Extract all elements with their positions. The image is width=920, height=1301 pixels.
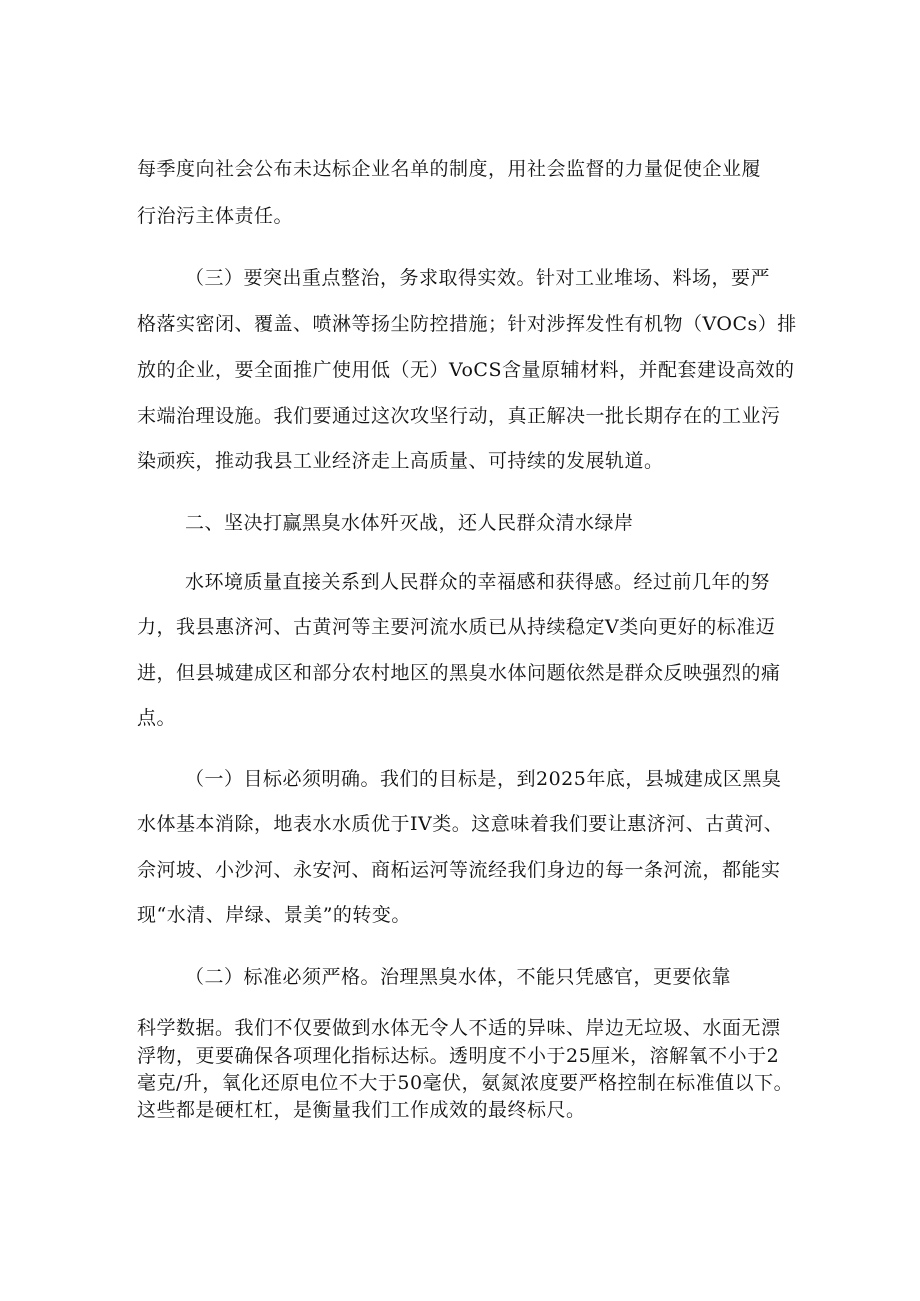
paragraph-section-3 (0, 266, 920, 290)
paragraph-line-row (0, 812, 920, 836)
paragraph-line: 行治污主体责任。 (137, 205, 294, 227)
paragraph-line-row (0, 661, 920, 685)
paragraph-body-1-cont (0, 204, 920, 228)
paragraph-line: 末端治理设施。我们要通过这次攻坚行动，真正解决一批长期存在的工业污 (137, 405, 781, 427)
section-heading-2 (0, 511, 920, 535)
paragraph-line: 染顽疾，推动我县工业经济走上高质量、可持续的发展轨道。 (137, 450, 664, 472)
paragraph-line: 水环境质量直接关系到人民群众的幸福感和获得感。经过前几年的努 (185, 571, 771, 593)
paragraph-line-row (0, 615, 920, 639)
paragraph-line-row (0, 449, 920, 473)
paragraph-line-row (0, 1071, 920, 1095)
paragraph-line: （二）标准必须严格。治理黑臭水体，不能只凭感官，更要依靠 (185, 966, 732, 988)
paragraph-line: 放的企业，要全面推广使用低（无）VoCS含量原辅材料，并配套建设高效的 (137, 359, 795, 381)
paragraph-line: 科学数据。我们不仅要做到水体无令人不适的异味、岸边无垃圾、水面无漂 (137, 1017, 781, 1039)
paragraph-science-data (0, 1016, 920, 1040)
paragraph-line-row (0, 858, 920, 882)
paragraph-line: 毫克/升，氧化还原电位不大于50毫伏，氨氮浓度要严格控制在标准值以下。 (137, 1072, 794, 1094)
paragraph-line: 浮物，更要确保各项理化指标达标。透明度不小于25厘米，溶解氧不小于2 (137, 1045, 780, 1067)
paragraph-line-row (0, 312, 920, 336)
paragraph-line: 格落实密闭、覆盖、喷淋等扬尘防控措施；针对涉挥发性有机物（VOCs）排 (137, 313, 797, 335)
paragraph-line-row (0, 903, 920, 927)
paragraph-line: （一）目标必须明确。我们的目标是，到2025年底，县城建成区黑臭 (185, 768, 782, 790)
paragraph-line: 现“水清、岸绿、景美”的转变。 (137, 904, 411, 926)
paragraph-line: 进，但县城建成区和部分农村地区的黑臭水体问题依然是群众反映强烈的痛 (137, 662, 781, 684)
paragraph-target (0, 767, 920, 791)
paragraph-line: 水体基本消除，地表水水质优于IV类。这意味着我们要让惠济河、古黄河、 (137, 813, 784, 835)
paragraph-standard (0, 965, 920, 989)
paragraph-body-1 (0, 157, 920, 181)
paragraph-line: 力，我县惠济河、古黄河等主要河流水质已从持续稳定V类向更好的标准迈 (137, 616, 776, 638)
section-heading: 二、坚决打赢黑臭水体歼灭战，还人民群众清水绿岸 (185, 512, 634, 534)
paragraph-line: 佘河坡、小沙河、永安河、商柘运河等流经我们身边的每一条河流，都能实 (137, 859, 781, 881)
paragraph-line-row (0, 404, 920, 428)
paragraph-line-row (0, 1044, 920, 1068)
paragraph-line: 点。 (137, 707, 177, 729)
paragraph-line: （三）要突出重点整治，务求取得实效。针对工业堆场、料场，要严 (185, 267, 771, 289)
paragraph-line-row (0, 706, 920, 730)
paragraph-line-row (0, 1098, 920, 1122)
paragraph-water-quality (0, 570, 920, 594)
paragraph-line: 这些都是硬杠杠，是衡量我们工作成效的最终标尺。 (137, 1099, 586, 1121)
paragraph-line-row (0, 358, 920, 382)
paragraph-line: 每季度向社会公布未达标企业名单的制度，用社会监督的力量促使企业履 (137, 158, 762, 180)
